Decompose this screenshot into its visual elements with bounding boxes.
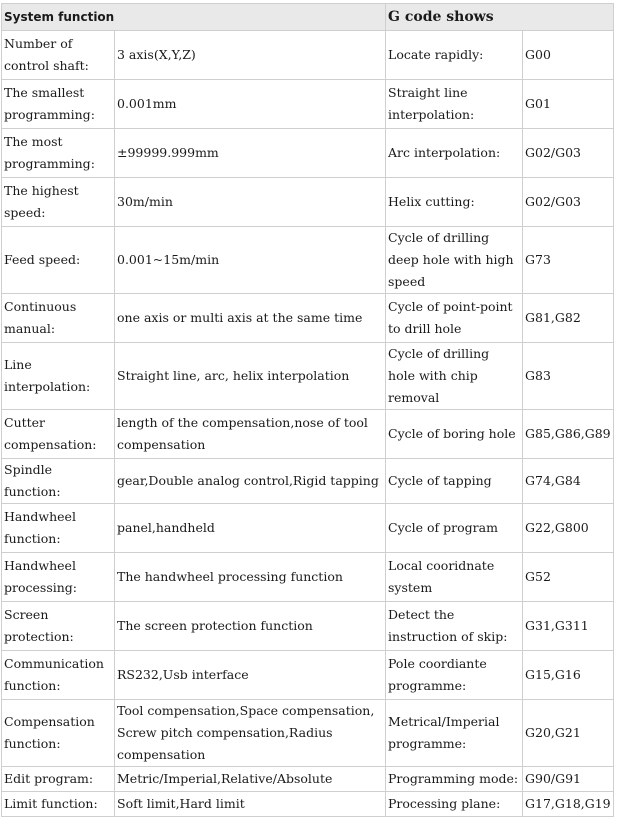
g-code: G20,G21 bbox=[523, 700, 614, 767]
table-row bbox=[2, 410, 614, 459]
function-label: Limit function: bbox=[2, 792, 115, 817]
g-code-heading: G code shows bbox=[386, 4, 614, 31]
system-function-heading: System function bbox=[2, 4, 386, 31]
function-value: 3 axis(X,Y,Z) bbox=[115, 31, 386, 80]
g-code-description: Programming mode: bbox=[386, 767, 523, 792]
g-code: G01 bbox=[523, 80, 614, 129]
function-label: Handwheel processing: bbox=[2, 553, 115, 602]
table-row bbox=[2, 129, 614, 178]
table-row bbox=[2, 80, 614, 129]
function-value: Metric/Imperial,Relative/Absolute bbox=[115, 767, 386, 792]
table-row bbox=[2, 294, 614, 343]
table-row bbox=[2, 792, 614, 817]
g-code-description: Cycle of drilling hole with chip removal bbox=[386, 343, 523, 410]
function-value: The screen protection function bbox=[115, 602, 386, 651]
function-label: The smallest programming: bbox=[2, 80, 115, 129]
function-value: ±99999.999mm bbox=[115, 129, 386, 178]
g-code-description: Cycle of boring hole bbox=[386, 410, 523, 459]
function-label: Spindle function: bbox=[2, 459, 115, 504]
function-value: The handwheel processing function bbox=[115, 553, 386, 602]
function-label: Number of control shaft: bbox=[2, 31, 115, 80]
function-label: The highest speed: bbox=[2, 178, 115, 227]
g-code: G15,G16 bbox=[523, 651, 614, 700]
function-label: Communication function: bbox=[2, 651, 115, 700]
g-code: G81,G82 bbox=[523, 294, 614, 343]
function-value: Straight line, arc, helix interpolation bbox=[115, 343, 386, 410]
function-label: Feed speed: bbox=[2, 227, 115, 294]
function-label: Edit program: bbox=[2, 767, 115, 792]
table-row bbox=[2, 553, 614, 602]
g-code: G73 bbox=[523, 227, 614, 294]
g-code-description: Cycle of drilling deep hole with high speed bbox=[386, 227, 523, 294]
table-row bbox=[2, 459, 614, 504]
g-code: G00 bbox=[523, 31, 614, 80]
g-code: G52 bbox=[523, 553, 614, 602]
table-row bbox=[2, 651, 614, 700]
table-row bbox=[2, 504, 614, 553]
g-code-description: Arc interpolation: bbox=[386, 129, 523, 178]
g-code-description: Pole coordiante programme: bbox=[386, 651, 523, 700]
table-row bbox=[2, 602, 614, 651]
g-code-description: Metrical/Imperial programme: bbox=[386, 700, 523, 767]
function-value: panel,handheld bbox=[115, 504, 386, 553]
g-code: G02/G03 bbox=[523, 129, 614, 178]
g-code-description: Detect the instruction of skip: bbox=[386, 602, 523, 651]
g-code: G31,G311 bbox=[523, 602, 614, 651]
function-value: length of the compensation,nose of tool compensation bbox=[115, 410, 386, 459]
g-code: G90/G91 bbox=[523, 767, 614, 792]
table-header bbox=[2, 4, 614, 31]
table-row bbox=[2, 227, 614, 294]
function-label: Handwheel function: bbox=[2, 504, 115, 553]
function-value: RS232,Usb interface bbox=[115, 651, 386, 700]
spec-table bbox=[1, 3, 614, 817]
function-value: 0.001mm bbox=[115, 80, 386, 129]
g-code: G85,G86,G89 bbox=[523, 410, 614, 459]
g-code: G02/G03 bbox=[523, 178, 614, 227]
table-row bbox=[2, 343, 614, 410]
table-body bbox=[2, 31, 614, 817]
g-code: G74,G84 bbox=[523, 459, 614, 504]
table-row bbox=[2, 700, 614, 767]
function-value: Soft limit,Hard limit bbox=[115, 792, 386, 817]
g-code: G17,G18,G19 bbox=[523, 792, 614, 817]
g-code-description: Processing plane: bbox=[386, 792, 523, 817]
function-value: 30m/min bbox=[115, 178, 386, 227]
g-code-description: Helix cutting: bbox=[386, 178, 523, 227]
g-code: G22,G800 bbox=[523, 504, 614, 553]
function-value: Tool compensation,Space compensation, Screw pitch compensation,Radius compensation bbox=[115, 700, 386, 767]
table-row bbox=[2, 178, 614, 227]
function-label: Line interpolation: bbox=[2, 343, 115, 410]
function-value: gear,Double analog control,Rigid tapping bbox=[115, 459, 386, 504]
g-code-description: Cycle of tapping bbox=[386, 459, 523, 504]
function-value: one axis or multi axis at the same time bbox=[115, 294, 386, 343]
function-label: Screen protection: bbox=[2, 602, 115, 651]
function-value: 0.001~15m/min bbox=[115, 227, 386, 294]
g-code-description: Cycle of program bbox=[386, 504, 523, 553]
function-label: Cutter compensation: bbox=[2, 410, 115, 459]
function-label: Compensation function: bbox=[2, 700, 115, 767]
g-code-description: Locate rapidly: bbox=[386, 31, 523, 80]
g-code: G83 bbox=[523, 343, 614, 410]
function-label: The most programming: bbox=[2, 129, 115, 178]
function-label: Continuous manual: bbox=[2, 294, 115, 343]
g-code-description: Straight line interpolation: bbox=[386, 80, 523, 129]
table-row bbox=[2, 767, 614, 792]
g-code-description: Local cooridnate system bbox=[386, 553, 523, 602]
g-code-description: Cycle of point-point to drill hole bbox=[386, 294, 523, 343]
table-row bbox=[2, 31, 614, 80]
